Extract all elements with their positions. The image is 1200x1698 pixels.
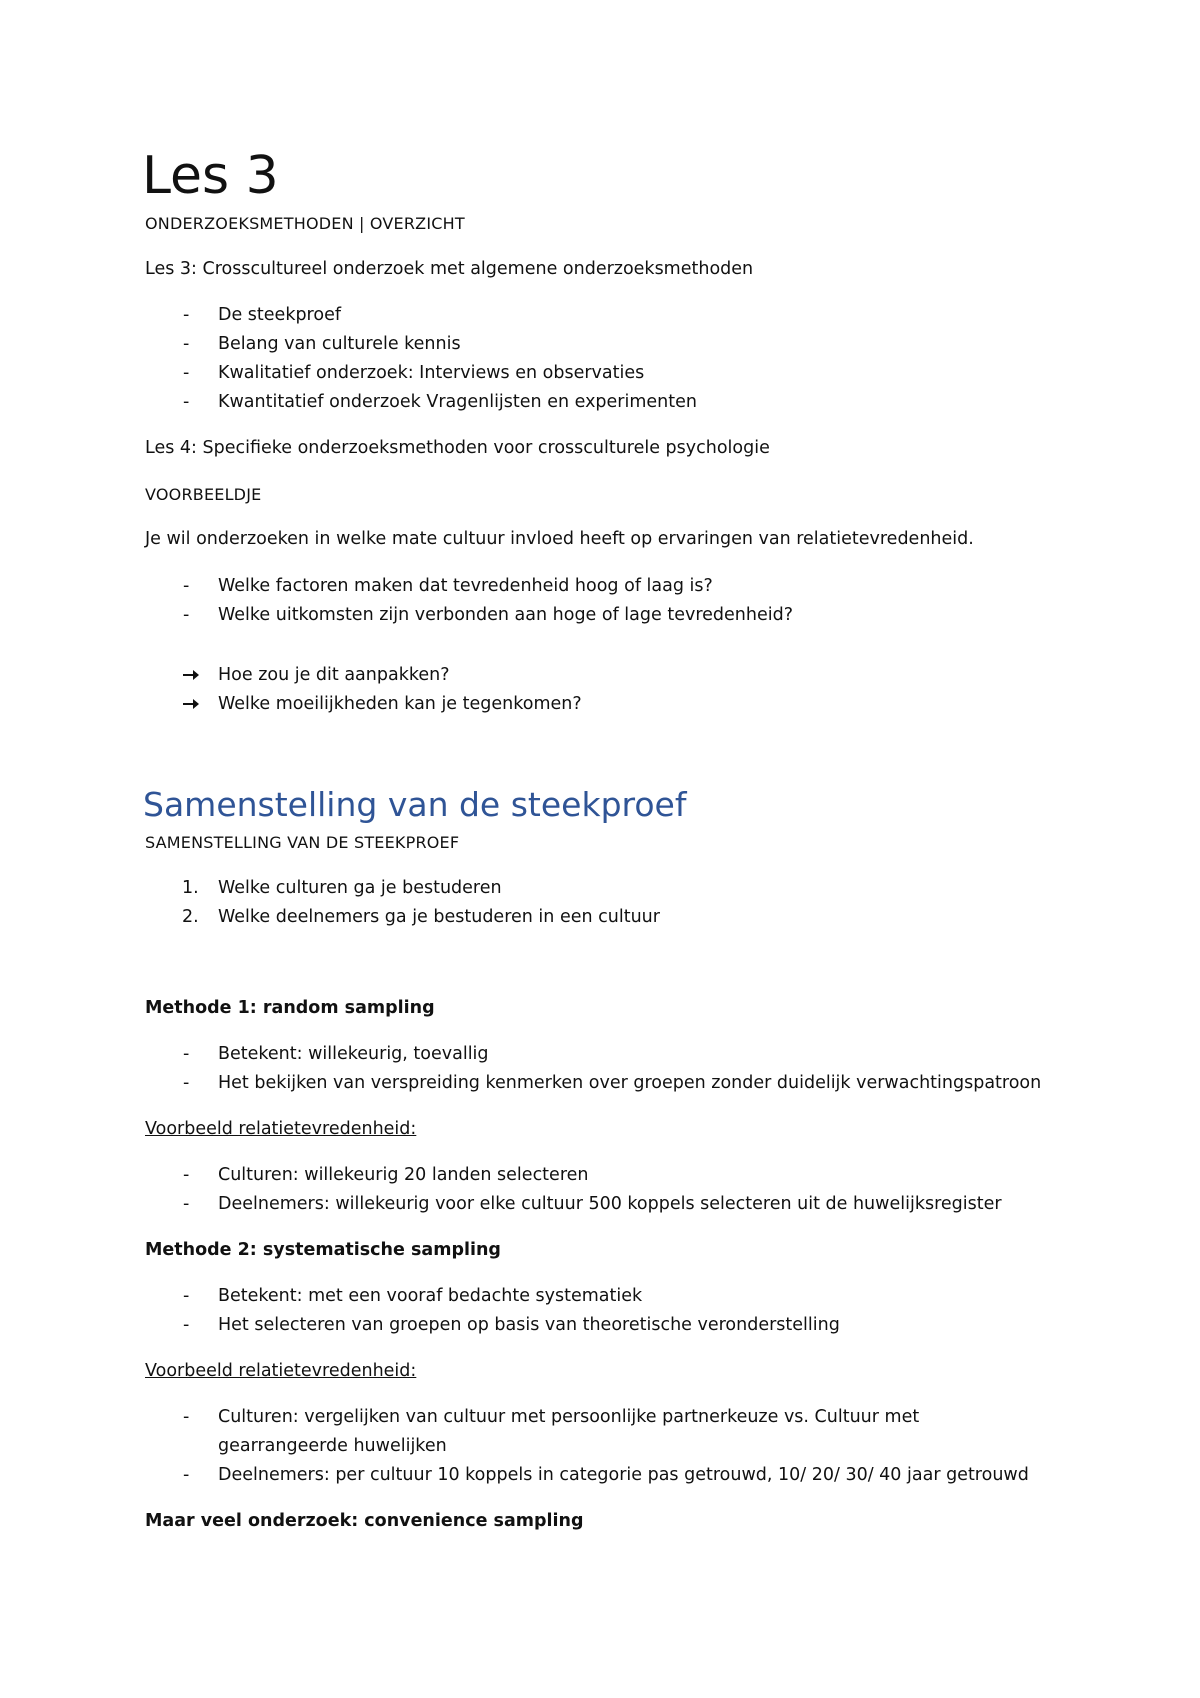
methode2-example-heading: Voorbeeld relatietevredenheid:: [145, 1361, 417, 1381]
list-dash: -: [183, 1073, 190, 1093]
les3-line: Les 3: Crosscultureel onderzoek met algemene onderzoeksmethoden: [145, 259, 754, 279]
overview-subtitle: ONDERZOEKSMETHODEN | OVERZICHT: [145, 214, 465, 233]
list-item-continuation: gearrangeerde huwelijken: [218, 1436, 447, 1456]
list-dash: -: [183, 1286, 190, 1306]
list-item: Betekent: willekeurig, toevallig: [218, 1044, 489, 1064]
list-number: 2.: [182, 907, 199, 927]
list-item: Deelnemers: per cultuur 10 koppels in categorie pas getrouwd, 10/ 20/ 30/ 40 jaar getrouwd: [218, 1465, 1029, 1485]
list-dash: -: [183, 1465, 190, 1485]
methode2-heading: Methode 2: systematische sampling: [145, 1240, 501, 1260]
list-dash: -: [183, 1194, 190, 1214]
list-item: Betekent: met een vooraf bedachte systematiek: [218, 1286, 643, 1306]
list-item: Welke factoren maken dat tevredenheid hoog of laag is?: [218, 576, 713, 596]
list-dash: -: [183, 392, 190, 412]
list-dash: -: [183, 305, 190, 325]
list-number: 1.: [182, 878, 199, 898]
numbered-item: Welke deelnemers ga je bestuderen in een cultuur: [218, 907, 660, 927]
convenience-heading: Maar veel onderzoek: convenience sampling: [145, 1511, 584, 1531]
list-item: Deelnemers: willekeurig voor elke cultuur 500 koppels selecteren uit de huwelijksregister: [218, 1194, 1002, 1214]
list-item: Kwantitatief onderzoek Vragenlijsten en experimenten: [218, 392, 697, 412]
right-arrow-icon: [182, 664, 200, 686]
right-arrow-icon: [182, 693, 200, 715]
list-dash: -: [183, 363, 190, 383]
section-heading: Samenstelling van de steekproef: [143, 785, 687, 824]
arrow-item: Hoe zou je dit aanpakken?: [218, 665, 450, 685]
numbered-item: Welke culturen ga je bestuderen: [218, 878, 502, 898]
list-item: Belang van culturele kennis: [218, 334, 461, 354]
list-item: Het selecteren van groepen op basis van theoretische veronderstelling: [218, 1315, 840, 1335]
voorbeeldje-text: Je wil onderzoeken in welke mate cultuur invloed heeft op ervaringen van relatietevredenheid.: [145, 529, 974, 549]
list-item: Culturen: vergelijken van cultuur met persoonlijke partnerkeuze vs. Cultuur met: [218, 1407, 920, 1427]
methode1-example-heading: Voorbeeld relatietevredenheid:: [145, 1119, 417, 1139]
list-dash: -: [183, 1407, 190, 1427]
list-dash: -: [183, 576, 190, 596]
list-dash: -: [183, 1165, 190, 1185]
methode1-heading: Methode 1: random sampling: [145, 998, 435, 1018]
list-dash: -: [183, 334, 190, 354]
list-item: Culturen: willekeurig 20 landen selecteren: [218, 1165, 589, 1185]
les4-line: Les 4: Specifieke onderzoeksmethoden voor crossculturele psychologie: [145, 438, 770, 458]
voorbeeldje-heading: VOORBEELDJE: [145, 485, 262, 504]
list-dash: -: [183, 605, 190, 625]
page-title: Les 3: [142, 146, 279, 206]
list-dash: -: [183, 1044, 190, 1064]
list-item: De steekproef: [218, 305, 342, 325]
list-dash: -: [183, 1315, 190, 1335]
list-item: Het bekijken van verspreiding kenmerken over groepen zonder duidelijk verwachtingspatroon: [218, 1073, 1042, 1093]
list-item: Kwalitatief onderzoek: Interviews en observaties: [218, 363, 645, 383]
arrow-item: Welke moeilijkheden kan je tegenkomen?: [218, 694, 582, 714]
list-item: Welke uitkomsten zijn verbonden aan hoge of lage tevredenheid?: [218, 605, 793, 625]
section-caps: SAMENSTELLING VAN DE STEEKPROEF: [145, 833, 460, 852]
